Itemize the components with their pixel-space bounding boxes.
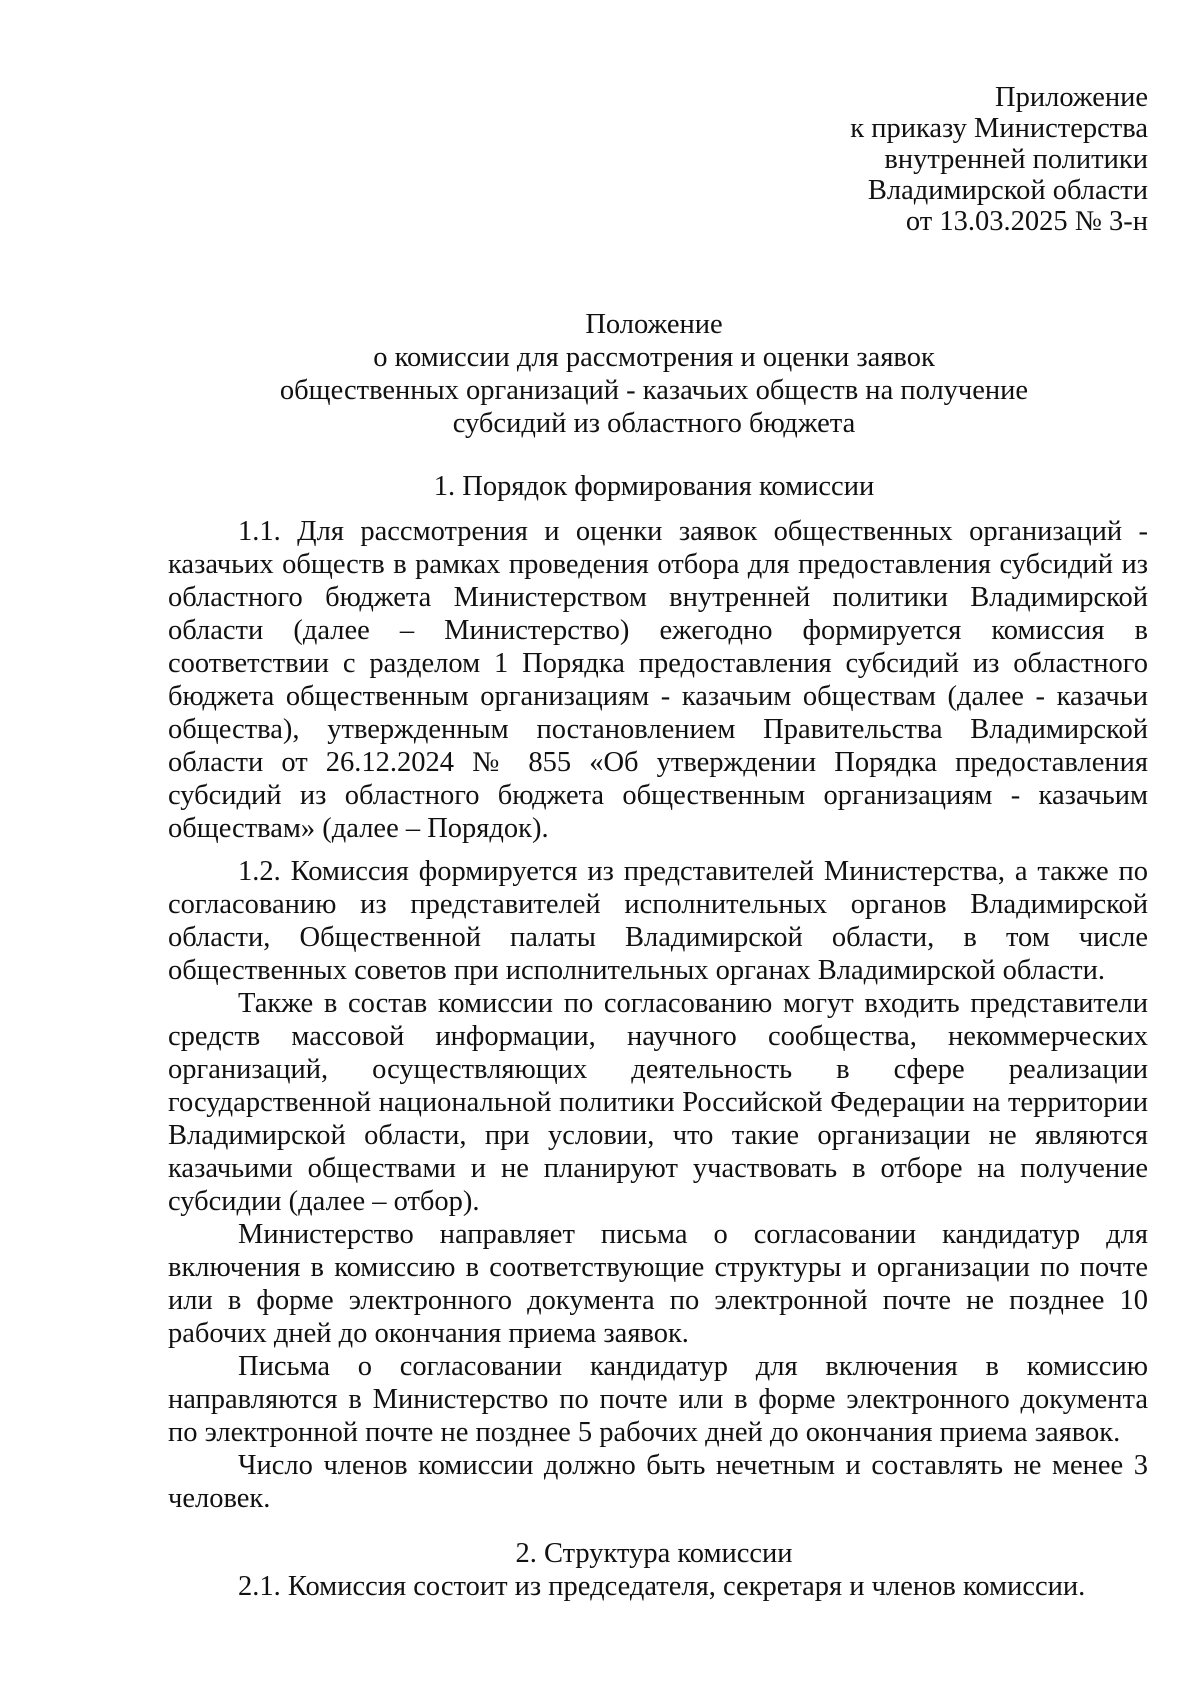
appendix-line-2: к приказу Министерства	[850, 113, 1148, 144]
paragraph-1-2: 1.2. Комиссия формируется из представителей Министерства, а также по согласованию из представителей исполнительных органов Владимирской области, Общественной палаты Владимирской области, в том числе общественных советов при исполнительных органах Владимирской области.	[168, 856, 1148, 986]
appendix-block	[850, 82, 1148, 237]
appendix-line-1: Приложение	[995, 82, 1148, 113]
paragraph-1-5: Письма о согласовании кандидатур для включения в комиссию направляются в Министерство по почте или в форме электронного документа по электронной почте не позднее 5 рабочих дней до окончания приема заявок.	[168, 1351, 1148, 1448]
title-line-1: Положение	[585, 309, 723, 340]
paragraph-1-4: Министерство направляет письма о согласовании кандидатур для включения в комиссию в соответствующие структуры и организации по почте или в форме электронного документа по электронной почте не позднее 10 рабочих дней до окончания приема заявок.	[168, 1219, 1148, 1349]
paragraph-1-3: Также в состав комиссии по согласованию могут входить представители средств массовой информации, научного сообщества, некоммерческих организаций, осуществляющих деятельность в сфере реализации государственной национальной политики Российской Федерации на территории Владимирской области, при условии, что такие организации не являются казачьими обществами и не планируют участвовать в отборе на получение субсидии (далее – отбор).	[168, 988, 1148, 1217]
paragraph-1-6: Число членов комиссии должно быть нечетным и составлять не менее 3 человек.	[168, 1450, 1148, 1514]
paragraph-1-1: 1.1. Для рассмотрения и оценки заявок общественных организаций - казачьих обществ в рамках проведения отбора для предоставления субсидий из областного бюджета Министерством внутренней политики Владимирской области (далее – Министерство) ежегодно формируется комиссия в соответствии с разделом 1 Порядка предоставления субсидий из областного бюджета общественным организациям - казачьим обществам (далее - казачьи общества), утвержденным постановлением Правительства Владимирской области от 26.12.2024 № 855 «Об утверждении Порядка предоставления субсидий из областного бюджета общественным организациям - казачьим обществам» (далее – Порядок).	[168, 516, 1148, 844]
appendix-line-4: Владимирской области	[867, 175, 1148, 206]
section-1-heading: 1. Порядок формирования комиссии	[433, 471, 875, 502]
title-line-4: субсидий из областного бюджета	[452, 408, 856, 439]
appendix-line-5: от 13.03.2025 № 3-н	[905, 206, 1148, 237]
paragraph-2-1: 2.1. Комиссия состоит из председателя, секретаря и членов комиссии.	[238, 1571, 1086, 1602]
document-title	[160, 308, 1148, 440]
section-1-body	[168, 515, 1148, 1515]
section-2-heading: 2. Структура комиссии	[515, 1538, 793, 1569]
appendix-line-3: внутренней политики	[884, 144, 1148, 175]
title-line-2: о комиссии для рассмотрения и оценки заявок	[373, 342, 935, 373]
section-2-body	[168, 1570, 1148, 1603]
title-line-3: общественных организаций - казачьих обществ на получение	[279, 375, 1029, 406]
